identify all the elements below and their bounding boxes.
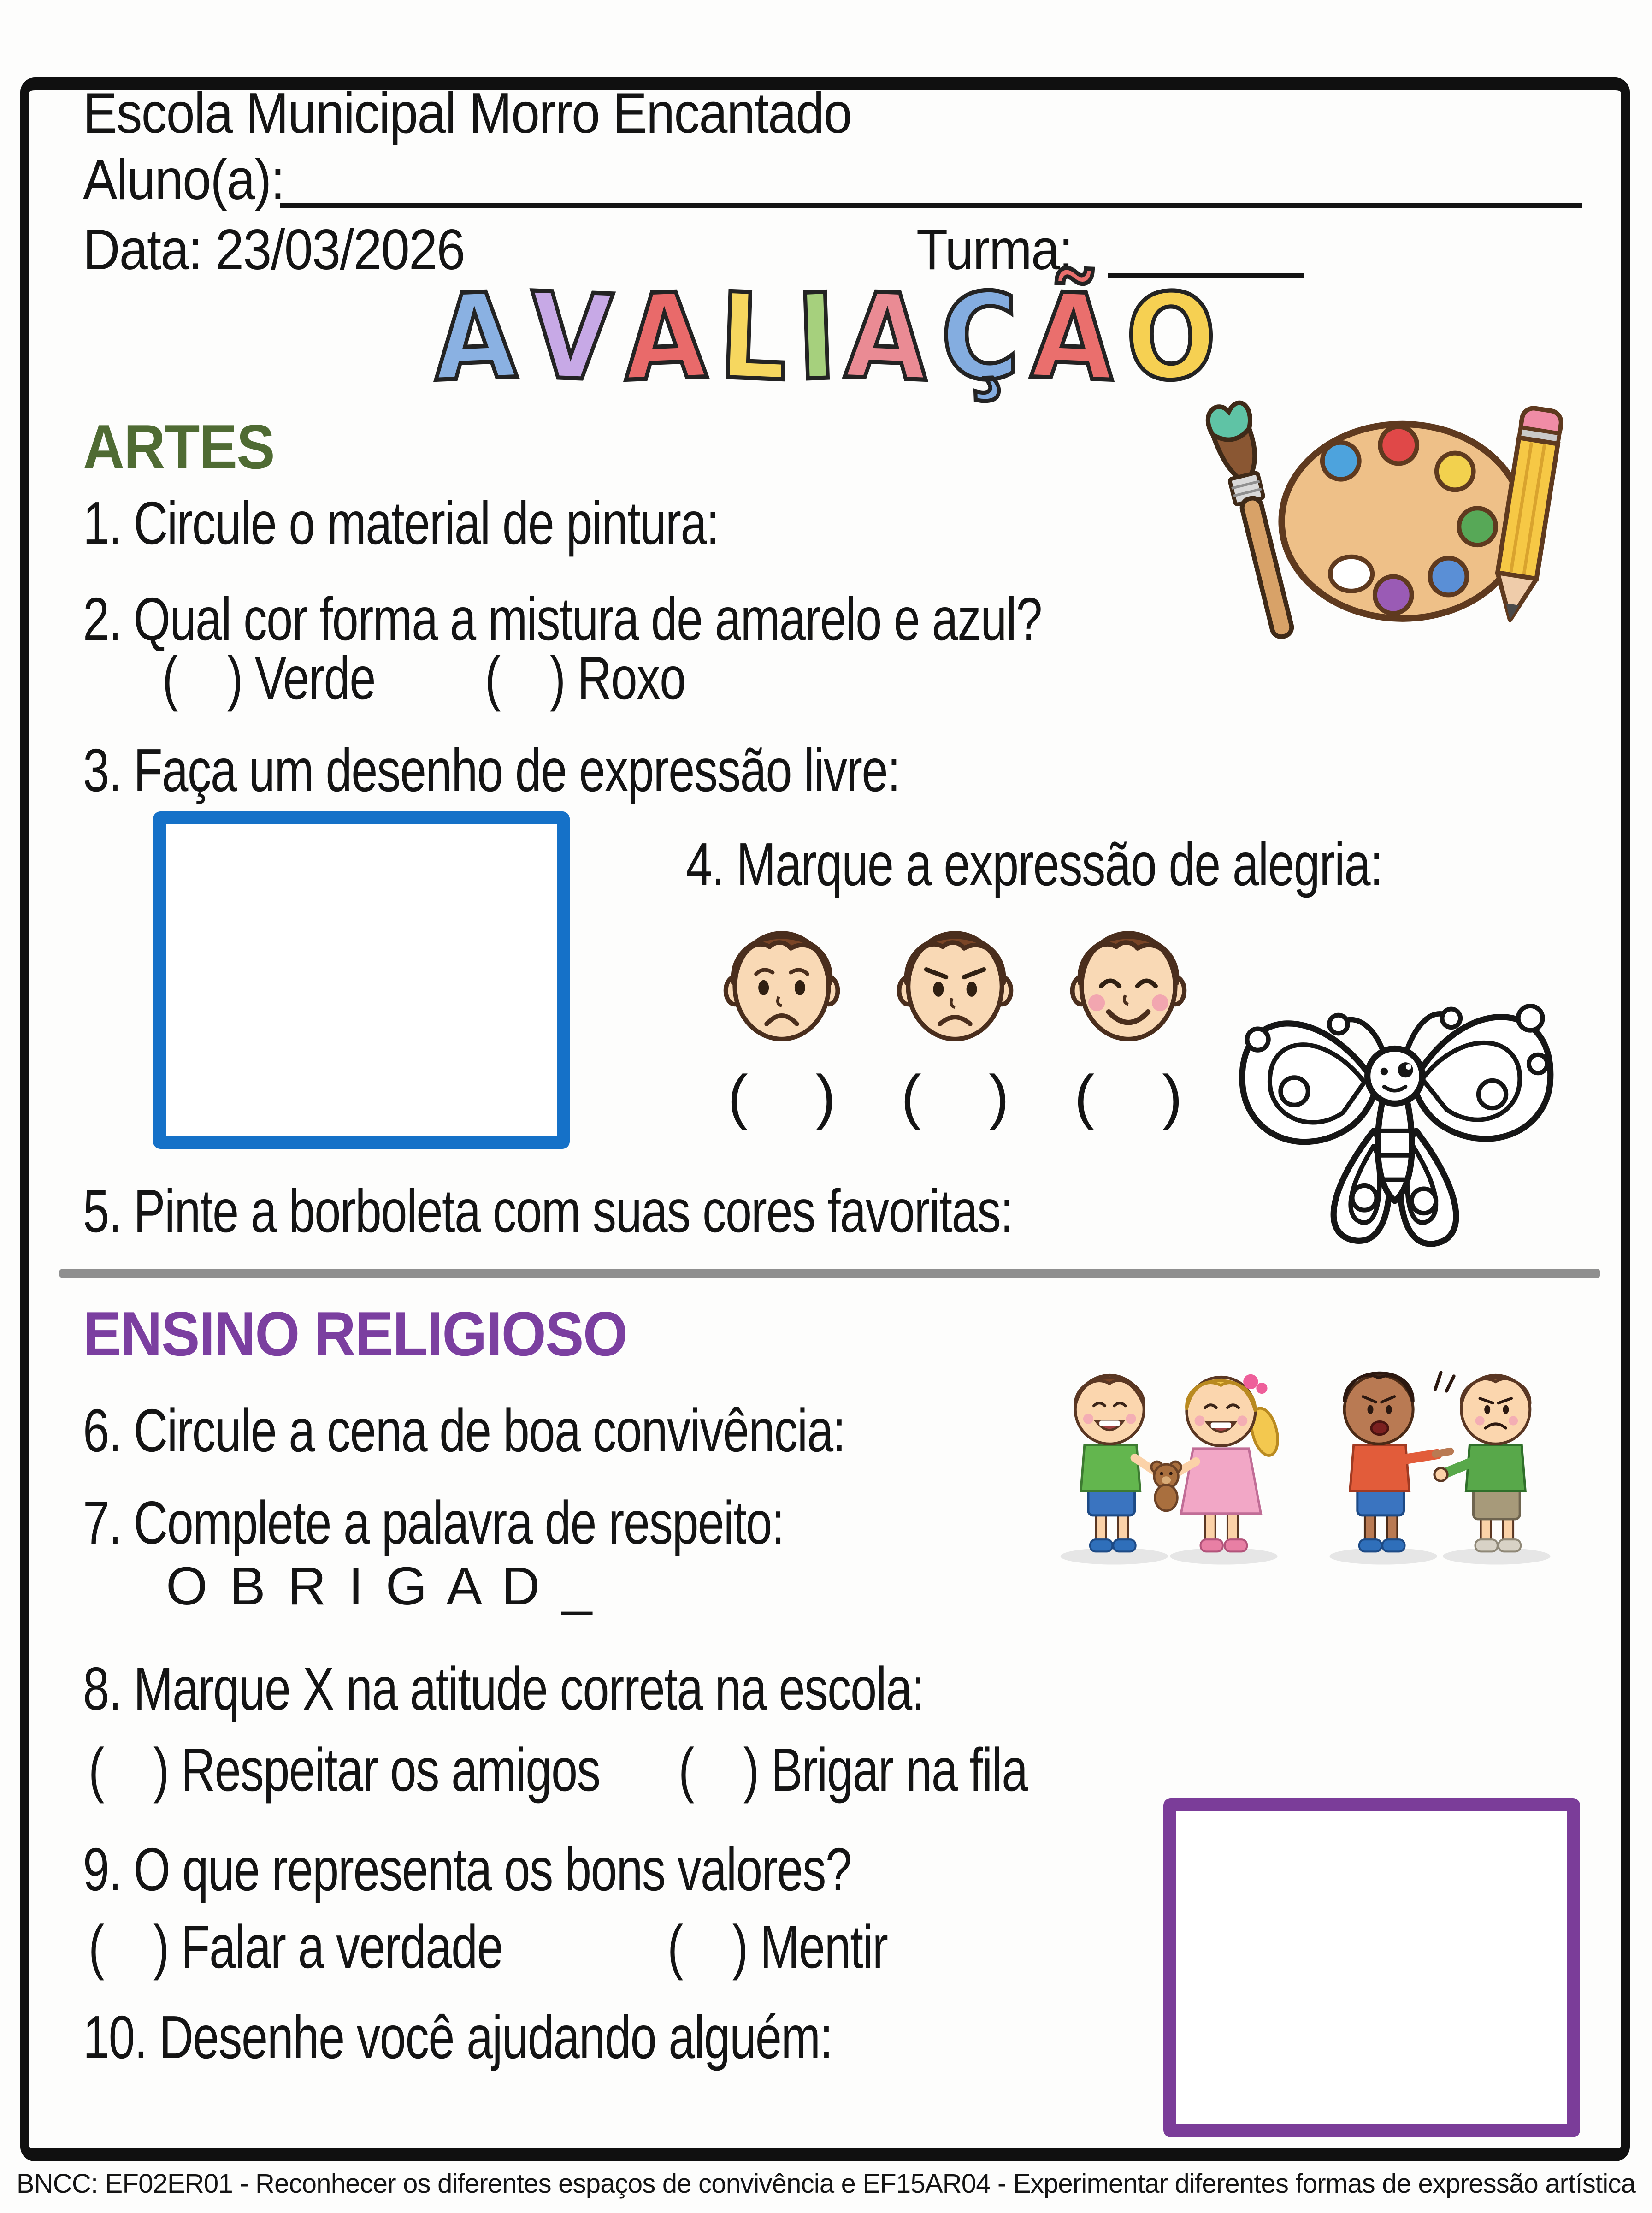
question-9: 9. O que representa os bons valores? <box>83 1835 851 1903</box>
happy-face <box>1053 900 1204 1051</box>
section-divider <box>59 1269 1600 1278</box>
angry-face <box>879 900 1031 1051</box>
q7-word-blank[interactable]: O B R I G A D _ <box>166 1558 596 1617</box>
q9-option-verdade[interactable]: ( ) Falar a verdade <box>88 1912 503 1981</box>
section-heading-religioso: ENSINO RELIGIOSO <box>83 1300 627 1370</box>
question-3: 3. Faça um desenho de expressão livre: <box>83 736 900 804</box>
q2-option-roxo[interactable]: ( ) Roxo <box>485 644 685 712</box>
butterfly-coloring-icon <box>1224 948 1575 1265</box>
q8-option-brigar[interactable]: ( ) Brigar na fila <box>678 1735 1027 1804</box>
bncc-footer: BNCC: EF02ER01 - Reconhecer os diferentes espaços de convivência e EF15AR04 - Experimentar diferentes formas de expressão artística <box>16 2171 1636 2200</box>
title-letter: A <box>622 269 709 409</box>
question-10: 10. Desenhe você ajudando alguém: <box>83 2003 832 2071</box>
question-4: 4. Marque a expressão de alegria: <box>686 830 1383 898</box>
date-label: Data: <box>83 218 202 282</box>
q9-option-mentir[interactable]: ( ) Mentir <box>667 1912 888 1981</box>
sad-face <box>706 900 857 1051</box>
title-letter: I <box>794 270 838 408</box>
question-5: 5. Pinte a borboleta com suas cores favoritas: <box>83 1177 1013 1245</box>
title-letter: A <box>432 269 519 409</box>
title-letter: V <box>527 269 614 409</box>
children-sharing-scene <box>1061 1374 1282 1565</box>
q8-option-respeitar[interactable]: ( ) Respeitar os amigos <box>88 1735 600 1804</box>
title-letter: L <box>716 270 789 409</box>
student-name-field[interactable] <box>280 203 1582 208</box>
convivencia-scenes <box>1021 1335 1578 1577</box>
emotion-faces <box>706 900 1204 1051</box>
question-7: 7. Complete a palavra de respeito: <box>83 1488 784 1556</box>
title-letter: Ã <box>1029 269 1116 409</box>
q4-slot-angry[interactable]: ( ) <box>901 1062 1009 1130</box>
class-label: Turma: <box>916 218 1073 282</box>
children-arguing-scene <box>1329 1373 1550 1565</box>
question-6: 6. Circule a cena de boa convivência: <box>83 1396 845 1464</box>
title-letter: Ç <box>938 269 1021 409</box>
student-label: Aluno(a): <box>83 148 284 212</box>
question-8: 8. Marque X na atitude correta na escola: <box>83 1654 924 1722</box>
question-2: 2. Qual cor forma a mistura de amarelo e azul? <box>83 585 1042 653</box>
q4-slot-sad[interactable]: ( ) <box>727 1062 836 1130</box>
date-value: 23/03/2026 <box>215 218 465 282</box>
school-name: Escola Municipal Morro Encantado <box>83 81 851 146</box>
title-letter: A <box>844 269 931 409</box>
question-1: 1. Circule o material de pintura: <box>83 489 719 557</box>
q2-option-verde[interactable]: ( ) Verde <box>162 644 375 712</box>
teddy-bear-icon <box>1151 1462 1181 1511</box>
helping-drawing-box[interactable] <box>1163 1798 1580 2137</box>
section-heading-artes: ARTES <box>83 413 274 483</box>
q4-answer-slots <box>706 1062 1226 1132</box>
paint-palette-icon <box>1173 376 1593 645</box>
q4-slot-happy[interactable]: ( ) <box>1074 1062 1183 1130</box>
title-letter: O <box>1124 269 1219 409</box>
free-drawing-box[interactable] <box>153 811 570 1149</box>
